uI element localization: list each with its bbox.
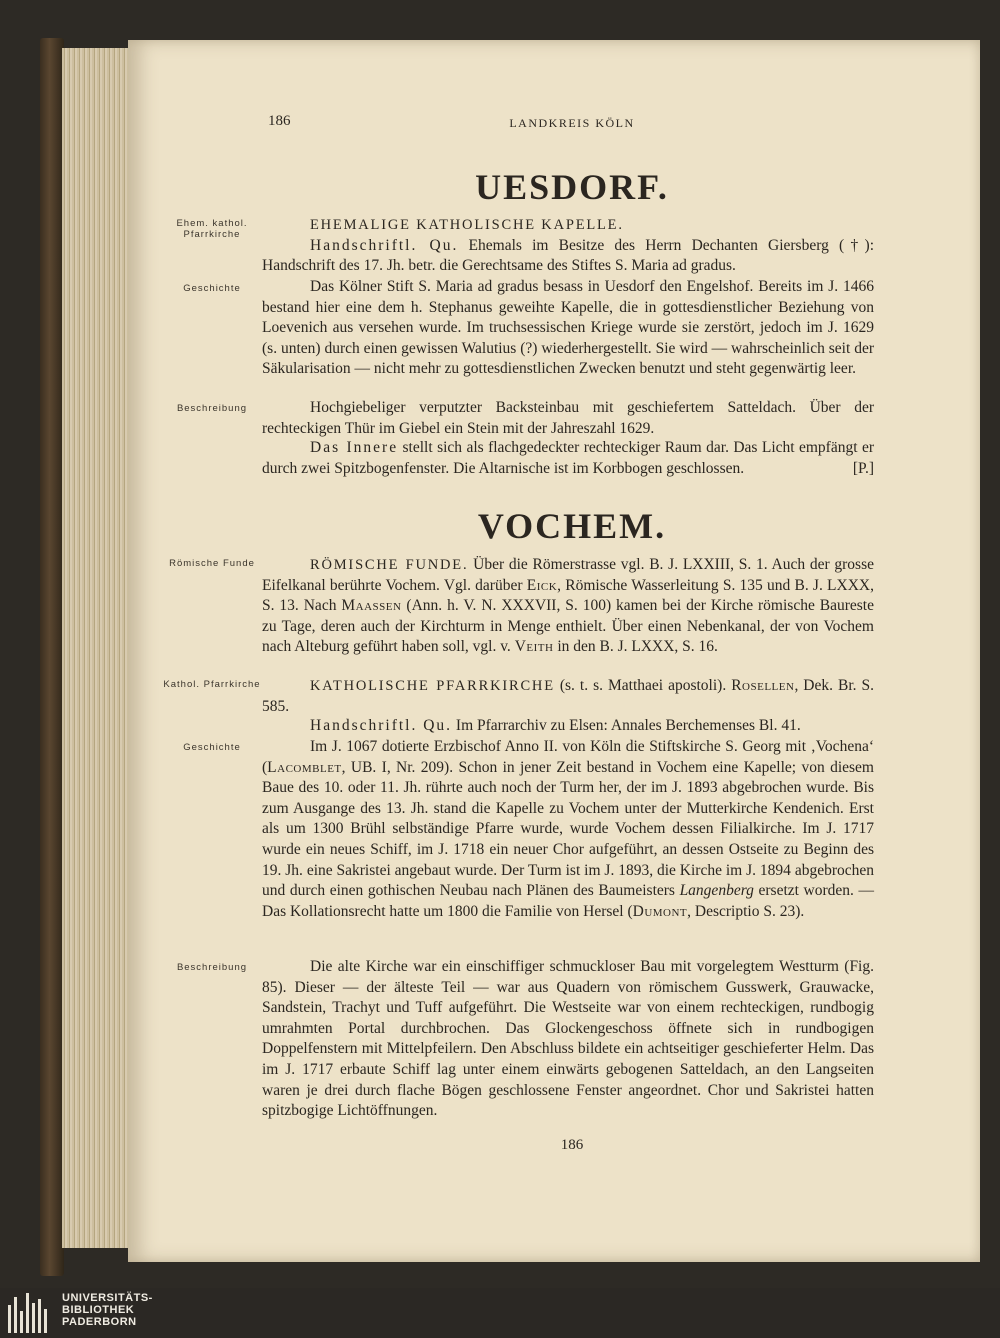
page-edges — [62, 48, 130, 1248]
book-cover-edge — [40, 38, 64, 1276]
header-page-number: 186 — [268, 113, 291, 129]
library-logo-icon — [8, 1293, 54, 1333]
margin-note-roemische-funde: Römische Funde — [169, 558, 255, 569]
margin-note-beschreibung-vochem: Beschreibung — [176, 962, 248, 973]
margin-note-ehem-kathol: Ehem. kathol. Pfarrkirche — [176, 218, 248, 240]
footer-page-number: 186 — [560, 1137, 584, 1153]
paragraph-vochem-pfarrkirche: KATHOLISCHE PFARRKIRCHE (s. t. s. Matthaei apostoli). Rosellen, Dek. Br. S. 585. — [262, 677, 875, 715]
library-name: UNIVERSITÄTS- BIBLIOTHEK PADERBORN — [62, 1292, 153, 1328]
margin-note-kathol-pfarrkirche: Kathol. Pfarrkirche — [163, 679, 261, 690]
signature: [P.] — [852, 459, 874, 477]
paragraph-uesdorf-geschichte: Das Kölner Stift S. Maria ad gradus besass in Uesdorf den Engelshof. Bereits im J. 1466 bestand hier eine dem h. Stephanus geweihte Kapelle, die in gottesdienstlicher Beziehung von Loevenich aus versehen wurde. Im truchsessischen Kriege wurde sie zerstört, jedoch im J. 1629 (s. unten) durch einen gewissen Walutius (?) wiederhergestellt. Sie wird — wahrscheinlich seit der Säkularisation — nicht mehr zu gottesdienstlichen Zwecken benutzt und steht gegenwärtig leer. — [262, 278, 874, 378]
section-title-uesdorf: UESDORF. — [475, 167, 669, 207]
paragraph-vochem-funde: RÖMISCHE FUNDE. Über die Römerstrasse vgl. B. J. LXXIII, S. 1. Auch der grosse Eifelkanal berührte Vochem. Vgl. darüber Eick, Römische Wasserleitung S. 135 und B. J. LXXX, S. 13. Nach Maassen (Ann. h. V. N. XXXVII, S. 100) kamen bei der Kirche römische Baureste zu Tage, deren auch der Kirchturm in Menge enthielt. Über einen Nebenkanal, der von Vochem nach Alteburg geführt haben soll, vgl. v. Veith in den B. J. LXXX, S. 16. — [262, 556, 875, 656]
heading-ehemalige-kapelle: EHEMALIGE KATHOLISCHE KAPELLE. — [310, 217, 624, 233]
paragraph-uesdorf-beschreibung: Hochgiebeliger verputzter Backsteinbau mit geschiefertem Satteldach. Über der rechteckigen Thür im Giebel ein Stein mit der Jahreszahl 1629. — [262, 399, 874, 437]
paragraph-vochem-beschreibung: Die alte Kirche war ein einschiffiger schmuckloser Bau mit vorgelegtem Westturm (Fig. 85). Dieser — der älteste Teil — war aus Quadern von römischem Gusswerk, Grauwacke, Sandstein, Trachyt und Tuff aufgeführt. Die Westseite war von einem rechteckigen, rundbogig umrahmten Portal durchbrochen. Das Glockengeschoss öffnete sich in rundbogigen Doppelfenstern mit Mittelpfeilern. Den Abschluss bildete ein achtseitiger geschieferter Helm. Das im J. 1717 erbaute Schiff lag unter einem einwärts gebogenen Satteldach, an den Langseiten waren je drei durch flache Bögen geschlossene Fenster angeordnet. Chor und Sakristei hatten spitzbogige Lichtöffnungen. — [262, 958, 874, 1120]
margin-note-beschreibung: Beschreibung — [176, 403, 248, 414]
paragraph-uesdorf-innere: Das Innere stellt sich als flachgedeckter rechteckiger Raum dar. Das Licht empfängt er durch zwei Spitzbogenfenster. Die Altarnische ist im Korbbogen geschlossen. [P.] — [262, 438, 874, 479]
running-title: LANDKREIS KÖLN — [509, 116, 635, 130]
paragraph-vochem-quellen: Handschriftl. Qu. Im Pfarrarchiv zu Elsen: Annales Berchemenses Bl. 41. — [310, 717, 801, 734]
section-title-vochem: VOCHEM. — [477, 506, 667, 546]
margin-note-geschichte-vochem: Geschichte — [183, 742, 241, 753]
running-header — [258, 113, 886, 135]
paragraph-uesdorf-intro: EHEMALIGE KATHOLISCHE KAPELLE. Handschriftl. Qu. Ehemals im Besitze des Herrn Dechanten Giersberg (†): Handschrift des 17. Jh. betr. die Gerechtsame des Stiftes S. Maria ad gradus. — [262, 217, 875, 275]
margin-note-geschichte: Geschichte — [183, 283, 241, 294]
paragraph-vochem-geschichte: Im J. 1067 dotierte Erzbischof Anno II. von Köln die Stiftskirche S. Georg mit ‚Vochena‘ (Lacomblet, UB. I, Nr. 209). Schon in jener Zeit bestand in Vochem eine Kapelle; von diesem Baue des 10. oder 11. Jh. rührte auch noch der Turm her, der im J. 1893 abgebrochen wurde. Bis zum Ausgange des 13. Jh. stand die Kapelle zu Vochem unter der Mutterkirche Kendenich. Erst als um 1300 Brühl selbständige Pfarre wurde, wurde Vochem dessen Filialkirche. Im J. 1717 wurde ein neues Schiff, im J. 1718 ein neuer Chor aufgeführt, an dessen Ostseite zu Beginn des 19. Jh. eine Sakristei angebaut wurde. Der Turm ist im J. 1893, die Kirche im J. 1894 abgebrochen und durch einen gothischen Neubau nach Plänen des Baumeisters Langenberg ersetzt worden. — Das Kollationsrecht hatte um 1800 die Familie von Hersel (Dumont, Descriptio S. 23). — [262, 738, 874, 920]
